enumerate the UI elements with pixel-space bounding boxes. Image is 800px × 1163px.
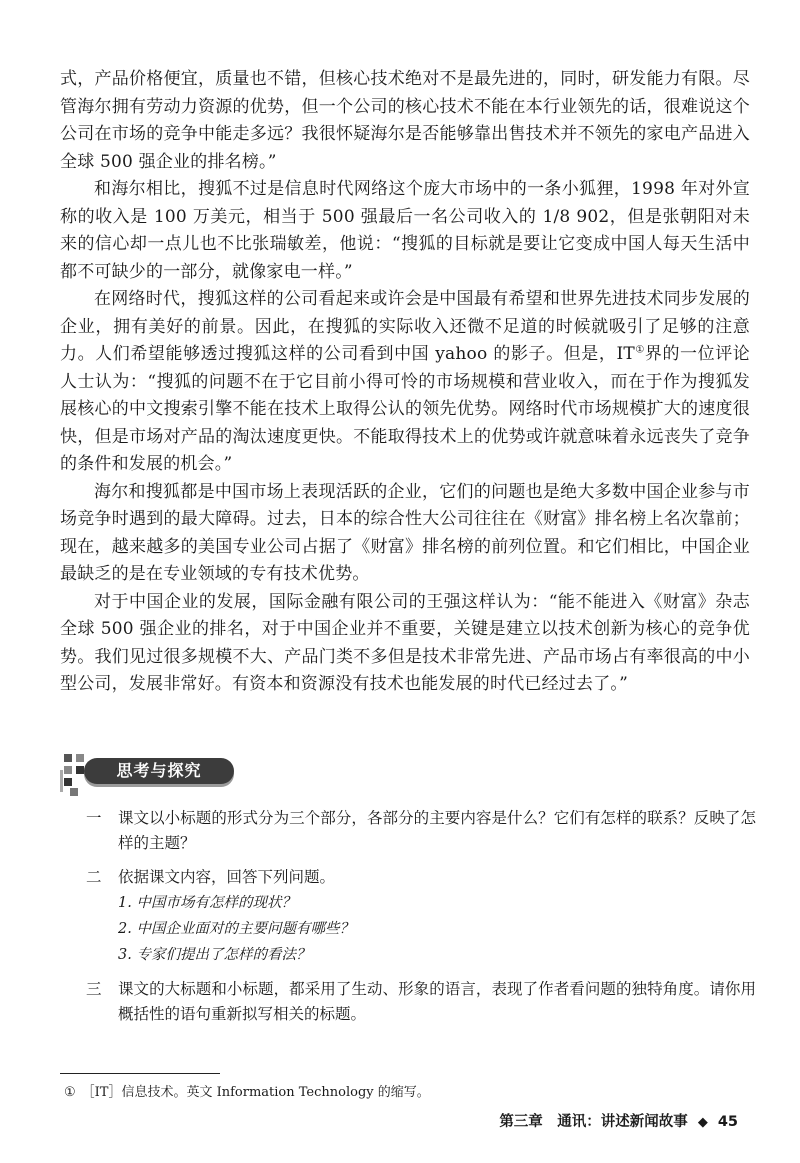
article-body bbox=[60, 66, 750, 699]
question-number: 三 bbox=[86, 980, 102, 998]
sub-question: 1. 中国市场有怎样的现状？ bbox=[118, 895, 296, 911]
diamond-icon: ◆ bbox=[697, 1115, 708, 1130]
section-heading bbox=[60, 748, 260, 804]
question-number: 一 bbox=[86, 809, 102, 827]
question-text: 依据课文内容，回答下列问题。 bbox=[118, 868, 336, 886]
paragraph-1: 式，产品价格便宜，质量也不错，但核心技术绝对不是最先进的，同时，研发能力有限。尽管海尔拥有劳动力资源的优势，但一个公司的核心技术不能在本行业领先的话，很难说这个公司在市场的竞争中能走多远？我很怀疑海尔是否能够靠出售技术并不领先的家电产品进入全球 500 强企业的排名榜。” bbox=[60, 69, 750, 172]
footnote bbox=[64, 1084, 664, 1102]
question-item bbox=[86, 806, 756, 856]
question-text: 课文以小标题的形式分为三个部分，各部分的主要内容是什么？它们有怎样的联系？反映了怎样的主题？ bbox=[118, 809, 756, 852]
section-title: 思考与探究 bbox=[116, 761, 202, 780]
footnote-divider bbox=[60, 1073, 220, 1074]
footnote-reference[interactable]: ① bbox=[634, 344, 645, 356]
footnote-mark: ① bbox=[64, 1085, 76, 1100]
sub-question: 3. 专家们提出了怎样的看法？ bbox=[118, 947, 311, 963]
paragraph-3 bbox=[60, 286, 750, 479]
sub-question: 2. 中国企业面对的主要问题有哪些？ bbox=[118, 921, 354, 937]
question-text: 课文的大标题和小标题，都采用了生动、形象的语言，表现了作者看问题的独特角度。请你用概括性的语句重新拟写相关的标题。 bbox=[118, 980, 756, 1023]
question-item bbox=[86, 865, 756, 890]
paragraph-2: 和海尔相比，搜狐不过是信息时代网络这个庞大市场中的一条小狐狸，1998 年对外宣称的收入是 100 万美元，相当于 500 强最后一名公司收入的 1/8 902，但是张朝阳对未来的信心却一点儿也不比张瑞敏差，他说：“搜狐的目标就是要让它变成中国人每天生活中都不可缺少的一部分，就像家电一样。” bbox=[60, 179, 750, 282]
question-number: 二 bbox=[86, 868, 102, 886]
page-number: 45 bbox=[717, 1114, 738, 1130]
section-title-badge bbox=[84, 758, 234, 784]
page-footer bbox=[499, 1112, 738, 1133]
question-item bbox=[86, 977, 756, 1027]
paragraph-5: 对于中国企业的发展，国际金融有限公司的王强这样认为：“能不能进入《财富》杂志全球 500 强企业的排名，对于中国企业并不重要，关键是建立以技术创新为核心的竞争优势。我们见过很多规模不大、产品门类不多但是技术非常先进、产品市场占有率很高的中小型公司，发展非常好。有资本和资源没有技术也能发展的时代已经过去了。” bbox=[60, 591, 750, 694]
chapter-title: 第三章 通讯：讲述新闻故事 bbox=[499, 1114, 688, 1130]
footnote-text: ［IT］信息技术。英文 Information Technology 的缩写。 bbox=[81, 1085, 430, 1100]
paragraph-3-part-1: 在网络时代，搜狐这样的公司看起来或许会是中国最有希望和世界先进技术同步发展的企业，拥有美好的前景。因此，在搜狐的实际收入还微不足道的时候就吸引了足够的注意力。人们希望能够透过搜狐这样的公司看到中国 yahoo 的影子。但是，IT bbox=[60, 289, 750, 364]
paragraph-3-part-2: 界的一位评论人士认为：“搜狐的问题不在于它目前小得可怜的市场规模和营业收入，而在于作为搜狐发展核心的中文搜索引擎不能在技术上取得公认的领先优势。网络时代市场规模扩大的速度很快，但是市场对产品的淘汰速度更快。不能取得技术上的优势或许就意味着永远丧失了竞争的条件和发展的机会。” bbox=[60, 344, 750, 474]
question-list bbox=[86, 806, 756, 1027]
paragraph-4: 海尔和搜狐都是中国市场上表现活跃的企业，它们的问题也是绝大多数中国企业参与市场竞争时遇到的最大障碍。过去，日本的综合性大公司往往在《财富》排名榜上名次靠前；现在，越来越多的美国专业公司占据了《财富》排名榜的前列位置。和它们相比，中国企业最缺乏的是在专业领域的专有技术优势。 bbox=[60, 481, 750, 584]
